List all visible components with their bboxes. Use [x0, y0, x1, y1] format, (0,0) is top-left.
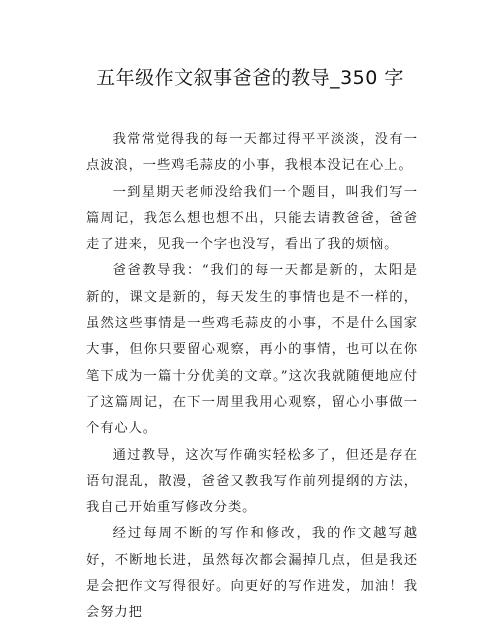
- paragraph-1: 我常常觉得我的每一天都过得平平淡淡，没有一点波浪，一些鸡毛蒜皮的小事，我根本没记在心上。: [86, 132, 418, 174]
- paragraph-2: 一到星期天老师没给我们一个题目，叫我们写一篇周记，我怎么想也想不出，只能去请教爸爸，爸爸走了进来，见我一个字也没写，看出了我的烦恼。: [86, 184, 418, 253]
- paragraph-4: 通过教导，这次写作确实轻松多了，但还是存在语句混乱，散漫，爸爸又教我写作前列提纲的方法，我自己开始重写修改分类。: [86, 447, 418, 516]
- document-title: 五年级作文叙事爸爸的教导_350 字: [96, 67, 404, 89]
- paragraph-5: 经过每周不断的写作和修改，我的作文越写越好，不断地长进，虽然每次都会漏掉几点，但是我还是会把作文写得很好。向更好的写作进发，加油！我会努力把: [86, 526, 418, 621]
- document-body: [86, 127, 418, 627]
- paragraph-3: 爸爸教导我：“我们的每一天都是新的，太阳是新的，课文是新的，每天发生的事情也是不一样的，虽然这些事情是一些鸡毛蒜皮的小事，不是什么国家大事，但你只要留心观察，再小的事情，也可以在你笔下成为一篇十分优美的文章。”这次我就随便地应付了这篇周记，在下一周里我用心观察，留心小事做一个有心人。: [86, 263, 418, 437]
